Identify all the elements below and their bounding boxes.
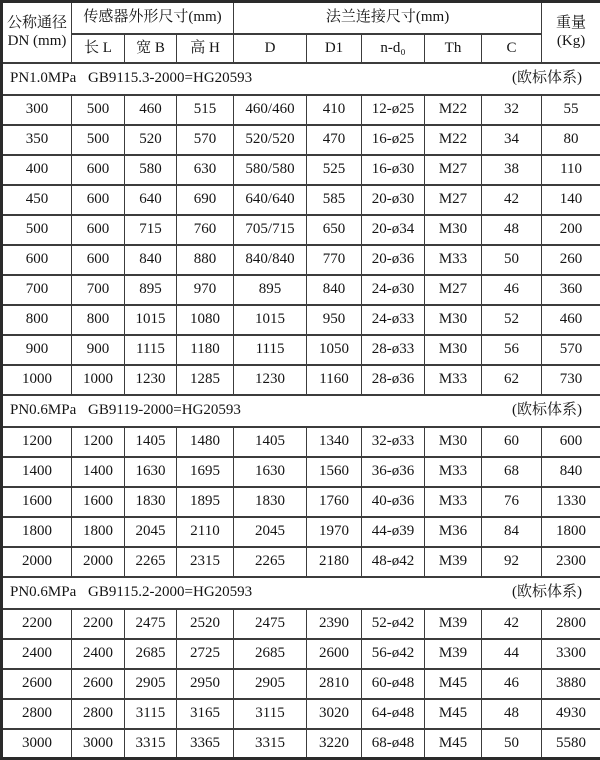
value-cell: 970 xyxy=(177,275,234,305)
value-cell: 1760 xyxy=(307,487,362,517)
value-cell: 515 xyxy=(177,95,234,125)
value-cell: 60 xyxy=(482,427,542,457)
value-cell: 840 xyxy=(542,457,600,487)
value-cell: 44-ø39 xyxy=(362,517,425,547)
value-cell: 500 xyxy=(72,95,125,125)
value-cell: 42 xyxy=(482,609,542,639)
value-cell: 1405 xyxy=(234,427,307,457)
value-cell: 4930 xyxy=(542,699,600,729)
value-cell: 600 xyxy=(72,155,125,185)
value-cell: 705/715 xyxy=(234,215,307,245)
value-cell: 800 xyxy=(72,305,125,335)
value-cell: M45 xyxy=(425,669,482,699)
value-cell: M39 xyxy=(425,609,482,639)
value-cell: M33 xyxy=(425,245,482,275)
value-cell: 1230 xyxy=(125,365,177,395)
value-cell: M36 xyxy=(425,517,482,547)
header-n-d0: n-d₀ xyxy=(362,34,425,63)
value-cell: 80 xyxy=(542,125,600,155)
value-cell: 2905 xyxy=(125,669,177,699)
value-cell: 1480 xyxy=(177,427,234,457)
pressure-rating-label: PN1.0MPa xyxy=(10,69,88,88)
value-cell: 520 xyxy=(125,125,177,155)
value-cell: 2000 xyxy=(72,547,125,577)
table-row xyxy=(2,305,600,335)
value-cell: 92 xyxy=(482,547,542,577)
value-cell: 690 xyxy=(177,185,234,215)
value-cell: 500 xyxy=(72,125,125,155)
value-cell: 28-ø36 xyxy=(362,365,425,395)
value-cell: 50 xyxy=(482,729,542,759)
value-cell: 460 xyxy=(542,305,600,335)
value-cell: 40-ø36 xyxy=(362,487,425,517)
value-cell: M45 xyxy=(425,729,482,759)
dn-cell: 300 xyxy=(2,95,72,125)
value-cell: 1400 xyxy=(72,457,125,487)
value-cell: 2265 xyxy=(125,547,177,577)
value-cell: 62 xyxy=(482,365,542,395)
value-cell: 3115 xyxy=(234,699,307,729)
value-cell: 1000 xyxy=(72,365,125,395)
value-cell: 2110 xyxy=(177,517,234,547)
value-cell: 2800 xyxy=(72,699,125,729)
dn-cell: 2000 xyxy=(2,547,72,577)
value-cell: M27 xyxy=(425,185,482,215)
header-flange-connection-group: 法兰连接尺寸(mm) xyxy=(234,2,542,34)
dn-cell: 900 xyxy=(2,335,72,365)
value-cell: 585 xyxy=(307,185,362,215)
pressure-rating-label: PN0.6MPa xyxy=(10,583,88,602)
value-cell: 1115 xyxy=(234,335,307,365)
value-cell: 2685 xyxy=(125,639,177,669)
section-row xyxy=(2,395,600,427)
value-cell: 1895 xyxy=(177,487,234,517)
value-cell: 2475 xyxy=(234,609,307,639)
value-cell: 2950 xyxy=(177,669,234,699)
value-cell: 525 xyxy=(307,155,362,185)
value-cell: 760 xyxy=(177,215,234,245)
value-cell: 84 xyxy=(482,517,542,547)
table-row xyxy=(2,699,600,729)
value-cell: 520/520 xyxy=(234,125,307,155)
value-cell: 16-ø25 xyxy=(362,125,425,155)
table-row xyxy=(2,517,600,547)
value-cell: 2520 xyxy=(177,609,234,639)
section-row xyxy=(2,577,600,609)
value-cell: 2045 xyxy=(125,517,177,547)
value-cell: 1050 xyxy=(307,335,362,365)
value-cell: 1340 xyxy=(307,427,362,457)
table-row xyxy=(2,729,600,759)
dn-cell: 3000 xyxy=(2,729,72,759)
standard-system-note: (欧标体系) xyxy=(512,69,582,88)
table-body xyxy=(2,63,600,759)
value-cell: 3315 xyxy=(234,729,307,759)
value-cell: 1160 xyxy=(307,365,362,395)
table-row xyxy=(2,669,600,699)
value-cell: 1330 xyxy=(542,487,600,517)
value-cell: 140 xyxy=(542,185,600,215)
value-cell: M33 xyxy=(425,457,482,487)
header-sensor-dimensions-group: 传感器外形尺寸(mm) xyxy=(72,2,234,34)
value-cell: 68-ø48 xyxy=(362,729,425,759)
value-cell: 1630 xyxy=(234,457,307,487)
value-cell: 2045 xyxy=(234,517,307,547)
value-cell: 46 xyxy=(482,275,542,305)
value-cell: 360 xyxy=(542,275,600,305)
value-cell: 1015 xyxy=(234,305,307,335)
value-cell: 770 xyxy=(307,245,362,275)
value-cell: 3020 xyxy=(307,699,362,729)
dn-cell: 1800 xyxy=(2,517,72,547)
value-cell: 630 xyxy=(177,155,234,185)
dn-cell: 2200 xyxy=(2,609,72,639)
value-cell: 640 xyxy=(125,185,177,215)
value-cell: 48 xyxy=(482,699,542,729)
value-cell: 48 xyxy=(482,215,542,245)
value-cell: 460 xyxy=(125,95,177,125)
value-cell: 470 xyxy=(307,125,362,155)
value-cell: 2600 xyxy=(307,639,362,669)
value-cell: 650 xyxy=(307,215,362,245)
value-cell: 200 xyxy=(542,215,600,245)
value-cell: M22 xyxy=(425,95,482,125)
value-cell: 2725 xyxy=(177,639,234,669)
header-dn-line1: 公称通径 xyxy=(3,14,71,33)
header-nominal-diameter xyxy=(2,2,72,63)
table-row xyxy=(2,275,600,305)
table-row xyxy=(2,245,600,275)
value-cell: M22 xyxy=(425,125,482,155)
dn-cell: 1200 xyxy=(2,427,72,457)
value-cell: 32 xyxy=(482,95,542,125)
value-cell: M45 xyxy=(425,699,482,729)
table-row xyxy=(2,125,600,155)
value-cell: 600 xyxy=(542,427,600,457)
value-cell: 600 xyxy=(72,245,125,275)
value-cell: 1800 xyxy=(72,517,125,547)
value-cell: 840 xyxy=(307,275,362,305)
table-row xyxy=(2,215,600,245)
value-cell: 1200 xyxy=(72,427,125,457)
value-cell: 895 xyxy=(234,275,307,305)
value-cell: 1015 xyxy=(125,305,177,335)
value-cell: 56 xyxy=(482,335,542,365)
dn-cell: 1600 xyxy=(2,487,72,517)
table-row xyxy=(2,335,600,365)
value-cell: 24-ø33 xyxy=(362,305,425,335)
value-cell: 5580 xyxy=(542,729,600,759)
value-cell: 950 xyxy=(307,305,362,335)
table-row xyxy=(2,609,600,639)
value-cell: 12-ø25 xyxy=(362,95,425,125)
value-cell: 2300 xyxy=(542,547,600,577)
header-weight-line1: 重量 xyxy=(542,14,600,33)
header-d1: D1 xyxy=(307,34,362,63)
table-row xyxy=(2,547,600,577)
dn-cell: 400 xyxy=(2,155,72,185)
value-cell: 38 xyxy=(482,155,542,185)
dn-cell: 2600 xyxy=(2,669,72,699)
table-row xyxy=(2,365,600,395)
value-cell: M30 xyxy=(425,335,482,365)
value-cell: 1800 xyxy=(542,517,600,547)
value-cell: 110 xyxy=(542,155,600,185)
value-cell: M39 xyxy=(425,639,482,669)
value-cell: 2390 xyxy=(307,609,362,639)
value-cell: 34 xyxy=(482,125,542,155)
value-cell: 3880 xyxy=(542,669,600,699)
value-cell: 580 xyxy=(125,155,177,185)
value-cell: 42 xyxy=(482,185,542,215)
value-cell: 840/840 xyxy=(234,245,307,275)
header-d: D xyxy=(234,34,307,63)
standard-code-label: GB9119-2000=HG20593 xyxy=(88,401,241,420)
value-cell: 895 xyxy=(125,275,177,305)
value-cell: 715 xyxy=(125,215,177,245)
value-cell: 2315 xyxy=(177,547,234,577)
value-cell: 260 xyxy=(542,245,600,275)
pressure-rating-label: PN0.6MPa xyxy=(10,401,88,420)
value-cell: 44 xyxy=(482,639,542,669)
value-cell: 1830 xyxy=(234,487,307,517)
value-cell: 1560 xyxy=(307,457,362,487)
header-width-b: 宽 B xyxy=(125,34,177,63)
value-cell: M30 xyxy=(425,427,482,457)
value-cell: 1180 xyxy=(177,335,234,365)
value-cell: 1115 xyxy=(125,335,177,365)
value-cell: 1600 xyxy=(72,487,125,517)
value-cell: 20-ø34 xyxy=(362,215,425,245)
table-row xyxy=(2,457,600,487)
value-cell: 1830 xyxy=(125,487,177,517)
standard-code-label: GB9115.3-2000=HG20593 xyxy=(88,69,252,88)
value-cell: 3220 xyxy=(307,729,362,759)
section-cell xyxy=(2,395,600,427)
dn-cell: 350 xyxy=(2,125,72,155)
value-cell: 840 xyxy=(125,245,177,275)
value-cell: 2200 xyxy=(72,609,125,639)
value-cell: 880 xyxy=(177,245,234,275)
value-cell: M30 xyxy=(425,215,482,245)
value-cell: 600 xyxy=(72,185,125,215)
value-cell: M27 xyxy=(425,275,482,305)
table-row xyxy=(2,427,600,457)
value-cell: 32-ø33 xyxy=(362,427,425,457)
value-cell: 1630 xyxy=(125,457,177,487)
value-cell: 1405 xyxy=(125,427,177,457)
value-cell: 2685 xyxy=(234,639,307,669)
dn-cell: 2800 xyxy=(2,699,72,729)
value-cell: 2905 xyxy=(234,669,307,699)
table-row xyxy=(2,95,600,125)
value-cell: 600 xyxy=(72,215,125,245)
value-cell: 2600 xyxy=(72,669,125,699)
dn-cell: 600 xyxy=(2,245,72,275)
value-cell: M30 xyxy=(425,305,482,335)
value-cell: 3000 xyxy=(72,729,125,759)
value-cell: 48-ø42 xyxy=(362,547,425,577)
section-row xyxy=(2,63,600,95)
dn-cell: 1000 xyxy=(2,365,72,395)
value-cell: M39 xyxy=(425,547,482,577)
value-cell: 56-ø42 xyxy=(362,639,425,669)
value-cell: 1080 xyxy=(177,305,234,335)
section-cell xyxy=(2,63,600,95)
header-height-h: 高 H xyxy=(177,34,234,63)
value-cell: 3315 xyxy=(125,729,177,759)
value-cell: 1970 xyxy=(307,517,362,547)
value-cell: 55 xyxy=(542,95,600,125)
value-cell: 24-ø30 xyxy=(362,275,425,305)
dn-cell: 800 xyxy=(2,305,72,335)
dn-cell: 2400 xyxy=(2,639,72,669)
header-th: Th xyxy=(425,34,482,63)
standard-code-label: GB9115.2-2000=HG20593 xyxy=(88,583,252,602)
value-cell: 60-ø48 xyxy=(362,669,425,699)
table-row xyxy=(2,155,600,185)
value-cell: 2400 xyxy=(72,639,125,669)
table-row xyxy=(2,185,600,215)
value-cell: 52 xyxy=(482,305,542,335)
value-cell: 3300 xyxy=(542,639,600,669)
section-cell xyxy=(2,577,600,609)
table-row xyxy=(2,487,600,517)
value-cell: 52-ø42 xyxy=(362,609,425,639)
table-header xyxy=(2,2,600,63)
value-cell: 640/640 xyxy=(234,185,307,215)
value-cell: 900 xyxy=(72,335,125,365)
value-cell: 36-ø36 xyxy=(362,457,425,487)
value-cell: M33 xyxy=(425,487,482,517)
dn-cell: 1400 xyxy=(2,457,72,487)
value-cell: 3365 xyxy=(177,729,234,759)
value-cell: M33 xyxy=(425,365,482,395)
value-cell: 730 xyxy=(542,365,600,395)
table-row xyxy=(2,639,600,669)
value-cell: 2475 xyxy=(125,609,177,639)
header-length-l: 长 L xyxy=(72,34,125,63)
value-cell: 410 xyxy=(307,95,362,125)
value-cell: 2800 xyxy=(542,609,600,639)
value-cell: 580/580 xyxy=(234,155,307,185)
dn-cell: 500 xyxy=(2,215,72,245)
value-cell: M27 xyxy=(425,155,482,185)
header-weight-line2: (Kg) xyxy=(542,32,600,51)
value-cell: 3115 xyxy=(125,699,177,729)
value-cell: 68 xyxy=(482,457,542,487)
value-cell: 76 xyxy=(482,487,542,517)
standard-system-note: (欧标体系) xyxy=(512,401,582,420)
value-cell: 460/460 xyxy=(234,95,307,125)
header-c: C xyxy=(482,34,542,63)
value-cell: 570 xyxy=(177,125,234,155)
header-weight xyxy=(542,2,600,63)
value-cell: 20-ø36 xyxy=(362,245,425,275)
value-cell: 16-ø30 xyxy=(362,155,425,185)
value-cell: 700 xyxy=(72,275,125,305)
standard-system-note: (欧标体系) xyxy=(512,583,582,602)
value-cell: 2810 xyxy=(307,669,362,699)
value-cell: 570 xyxy=(542,335,600,365)
value-cell: 20-ø30 xyxy=(362,185,425,215)
value-cell: 2265 xyxy=(234,547,307,577)
value-cell: 3165 xyxy=(177,699,234,729)
header-dn-line2: DN (mm) xyxy=(3,32,71,51)
value-cell: 50 xyxy=(482,245,542,275)
dn-cell: 450 xyxy=(2,185,72,215)
value-cell: 1230 xyxy=(234,365,307,395)
value-cell: 1695 xyxy=(177,457,234,487)
value-cell: 64-ø48 xyxy=(362,699,425,729)
value-cell: 28-ø33 xyxy=(362,335,425,365)
dn-cell: 700 xyxy=(2,275,72,305)
value-cell: 46 xyxy=(482,669,542,699)
value-cell: 1285 xyxy=(177,365,234,395)
value-cell: 2180 xyxy=(307,547,362,577)
